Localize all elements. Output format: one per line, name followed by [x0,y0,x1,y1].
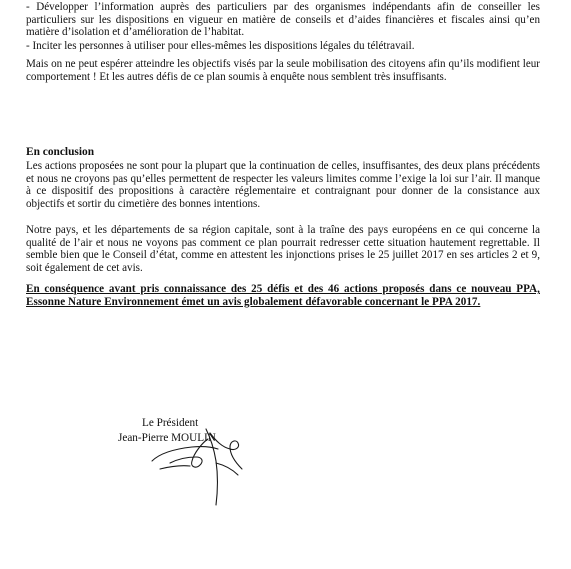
conclusion-statement: En conséquence avant pris connaissance des 25 défis et des 46 actions proposés dans ce nouveau PPA, Essonne Nature Environnement émet un avis globalement défavorable concernant le PPA 2017. [26,283,540,308]
heading-conclusion: En conclusion [26,146,95,158]
bullet-teletravail: - Inciter les personnes à utiliser pour elles-mêmes les dispositions légales du télétravail. [26,40,415,52]
bullet-information: - Développer l’information auprès des particuliers par des organismes indépendants afin de conseiller les particuliers sur les dispositions en vigueur en matière de conseils et d’aides financières et fiscales ainsi qu’en matière d’isolation et d’amélioration de l’habitat. [26,1,540,39]
paragraph-actions: Les actions proposées ne sont pour la plupart que la continuation de celles, insuffisantes, des deux plans précédents et nous ne croyons pas qu’elles permettent de respecter les valeurs limites comme l’exige la loi sur l’air. Il manque à ce dispositif des propositions à caractère réglementaire et contraignant pour donner de la consistance aux objectifs et sortir du cimetière des bonnes intentions. [26,160,540,210]
paragraph-pays: Notre pays, et les départements de sa région capitale, sont à la traîne des pays européens en ce qui concerne la qualité de l’air et nous ne voyons pas comment ce plan pourrait redresser cette situation hautement regrettable. Il semble bien que le Conseil d’état, comme en attestent les injonctions prises le 25 juillet 2017 en ses articles 2 et 9, soit également de cet avis. [26,224,540,274]
signature-title: Le Président [142,417,199,429]
handwritten-signature [140,403,260,513]
paragraph-mobilisation: Mais on ne peut espérer atteindre les objectifs visés par la seule mobilisation des citoyens afin qu’ils modifient leur comportement ! Et les autres défis de ce plan soumis à enquête nous semblent très insuffisants. [26,58,540,83]
signature-name: Jean-Pierre MOULIN [118,432,216,444]
